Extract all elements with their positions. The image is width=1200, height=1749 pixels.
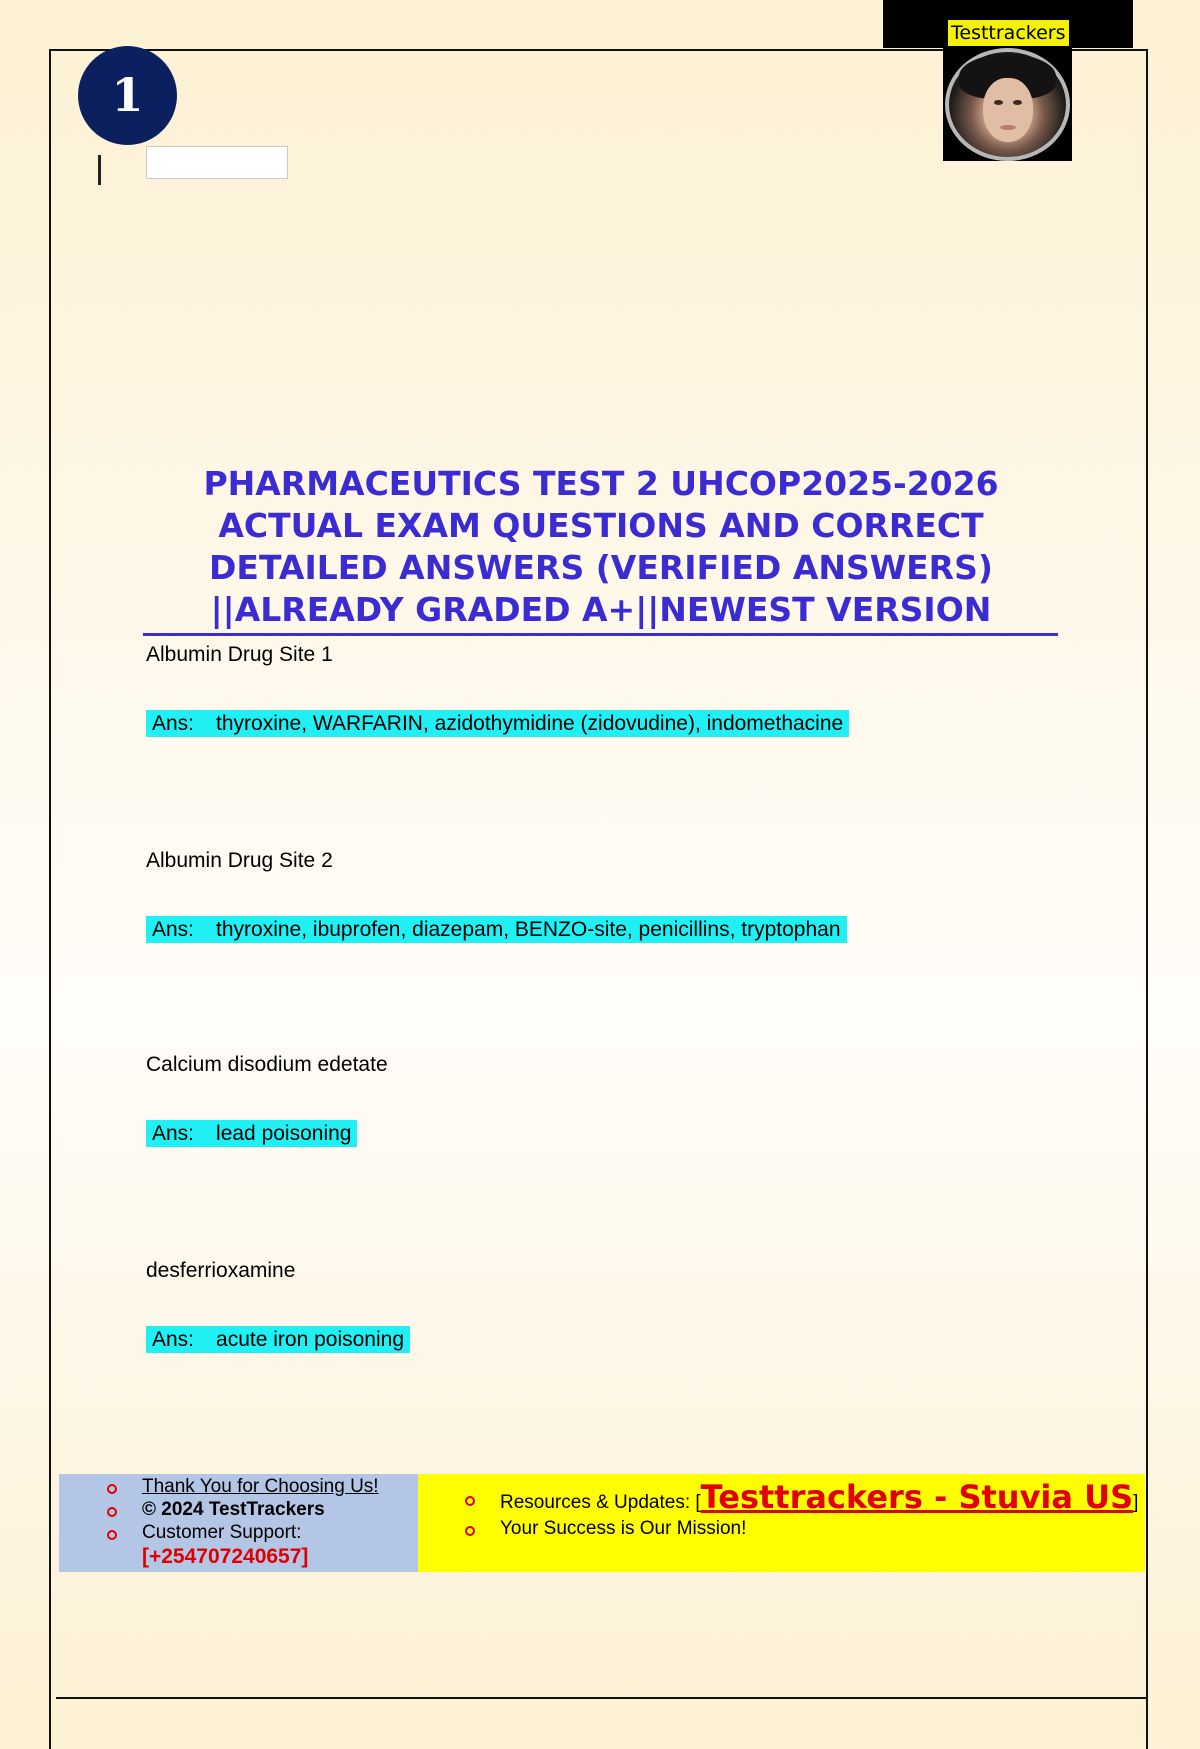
footer-resources-close: ] <box>1133 1492 1139 1513</box>
answer-3 <box>146 1120 357 1147</box>
bullet-icon <box>465 1526 475 1536</box>
answer-text: thyroxine, ibuprofen, diazepam, BENZO-site, penicillins, tryptophan <box>216 918 841 941</box>
bullet-icon <box>107 1484 117 1494</box>
answer-text: thyroxine, WARFARIN, azidothymidine (zidovudine), indomethacine <box>216 712 844 735</box>
answer-text: lead poisoning <box>216 1122 352 1145</box>
stuvia-store-link[interactable]: Testtrackers - Stuvia US <box>700 1478 1134 1516</box>
footer-resources-label: Resources & Updates: [ <box>500 1492 701 1513</box>
question-3: Calcium disodium edetate <box>146 1053 388 1076</box>
answer-label: Ans: <box>152 918 195 941</box>
footer-support-label: Customer Support: <box>142 1522 302 1543</box>
question-4: desferrioxamine <box>146 1259 296 1282</box>
footer-resources-panel <box>418 1474 1145 1572</box>
avatar-mouth <box>1000 125 1016 130</box>
answer-2 <box>146 916 847 943</box>
bullet-icon <box>465 1496 475 1506</box>
question-2: Albumin Drug Site 2 <box>146 849 333 872</box>
blank-text-box[interactable] <box>146 146 288 179</box>
page-bottom-rule <box>56 1697 1146 1699</box>
avatar-face <box>983 78 1033 142</box>
brand-label: Testtrackers <box>948 20 1069 46</box>
avatar-eye-left <box>994 100 1003 105</box>
avatar-eye-right <box>1013 100 1022 105</box>
footer-resources <box>500 1479 1138 1521</box>
bullet-icon <box>107 1507 117 1517</box>
footer-thanks: Thank You for Choosing Us! <box>142 1476 379 1497</box>
text-cursor-mark <box>98 155 101 185</box>
bullet-icon <box>107 1530 117 1540</box>
answer-4 <box>146 1326 410 1353</box>
title-underline <box>143 633 1058 636</box>
answer-1 <box>146 710 849 737</box>
question-1: Albumin Drug Site 1 <box>146 643 333 666</box>
answer-label: Ans: <box>152 1122 195 1145</box>
footer-mission: Your Success is Our Mission! <box>500 1518 747 1539</box>
answer-label: Ans: <box>152 1328 195 1351</box>
document-title: PHARMACEUTICS TEST 2 UHCOP2025-2026 ACTUAL EXAM QUESTIONS AND CORRECT DETAILED ANSWERS (VERIFIED ANSWERS) ||ALREADY GRADED A+||NEWEST VERSION <box>203 464 999 629</box>
footer-contact-panel <box>59 1474 418 1572</box>
footer-phone-link[interactable]: [+254707240657] <box>142 1545 309 1568</box>
footer-copyright: © 2024 TestTrackers <box>142 1499 325 1520</box>
author-avatar <box>945 48 1070 161</box>
page-number-badge: 1 <box>78 46 177 145</box>
answer-label: Ans: <box>152 712 195 735</box>
answer-text: acute iron poisoning <box>216 1328 404 1351</box>
